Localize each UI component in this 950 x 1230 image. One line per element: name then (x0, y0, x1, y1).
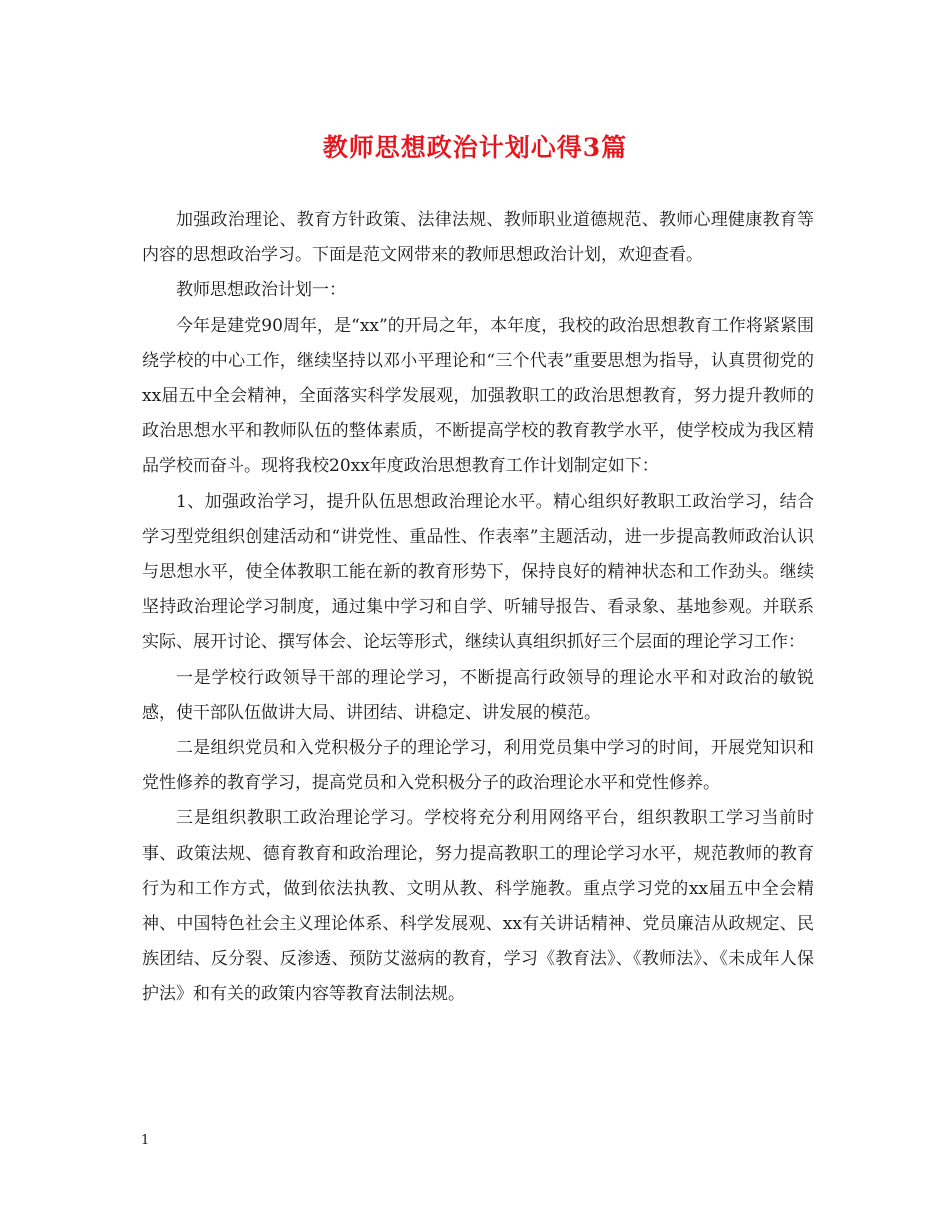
paragraph-level-1: 一是学校行政领导干部的理论学习，不断提高行政领导的理论水平和对政治的敏锐感，使干部队伍做讲大局、讲团结、讲稳定、讲发展的模范。 (142, 667, 814, 723)
paragraph-level-2: 二是组织党员和入党积极分子的理论学习，利用党员集中学习的时间，开展党知识和党性修养的教育学习，提高党员和入党积极分子的政治理论水平和党性修养。 (142, 738, 814, 794)
paragraph-overview: 今年是建党90周年，是“xx”的开局之年，本年度，我校的政治思想教育工作将紧紧围绕学校的中心工作，继续坚持以邓小平理论和“三个代表”重要思想为指导，认真贯彻党的xx届五中全会精神，全面落实科学发展观，加强教职工的政治思想教育，努力提升教师的政治思想水平和教师队伍的整体素质，不断提高学校的教育教学水平，使学校成为我区精品学校而奋斗。现将我校20xx年度政治思想教育工作计划制定如下： (142, 315, 814, 477)
document-body (142, 203, 814, 1013)
paragraph-item-1: 1、加强政治学习，提升队伍思想政治理论水平。精心组织好教职工政治学习，结合学习型党组织创建活动和“讲党性、重品性、作表率”主题活动，进一步提高教师政治认识与思想水平，使全体教职工能在新的教育形势下，保持良好的精神状态和工作劲头。继续坚持政治理论学习制度，通过集中学习和自学、听辅导报告、看录象、基地参观。并联系实际、展开讨论、撰写体会、论坛等形式，继续认真组织抓好三个层面的理论学习工作： (142, 491, 814, 653)
document-title: 教师思想政治计划心得3篇 (322, 133, 628, 162)
paragraph-intro: 加强政治理论、教育方针政策、法律法规、教师职业道德规范、教师心理健康教育等内容的思想政治学习。下面是范文网带来的教师思想政治计划，欢迎查看。 (142, 210, 814, 266)
paragraph-plan-heading: 教师思想政治计划一： (176, 280, 346, 301)
page-number: 1 (141, 1133, 150, 1148)
paragraph-level-3: 三是组织教职工政治理论学习。学校将充分利用网络平台，组织教职工学习当前时事、政策法规、德育教育和政治理论，努力提高教职工的理论学习水平，规范教师的教育行为和工作方式，做到依法执教、文明从教、科学施教。重点学习党的xx届五中全会精神、中国特色社会主义理论体系、科学发展观、xx有关讲话精神、党员廉洁从政规定、民族团结、反分裂、反渗透、预防艾滋病的教育，学习《教育法》、《教师法》、《未成年人保护法》和有关的政策内容等教育法制法规。 (142, 808, 814, 1005)
